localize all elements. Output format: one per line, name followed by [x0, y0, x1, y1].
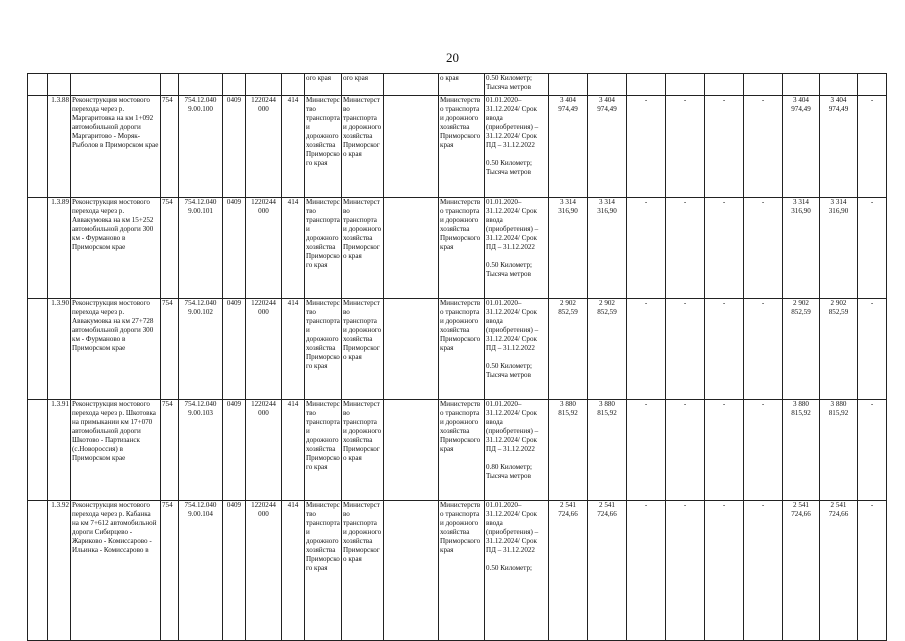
- cell-dates: 01.01.2020–31.12.2024/ Срок ввода (приобретения) – 31.12.2024/ Срок ПД – 31.12.2022 0.80 Километр; Тысяча метров: [485, 400, 549, 501]
- cell-number: 1.3.92: [48, 501, 71, 641]
- budget-table: [27, 73, 887, 641]
- cell-org1: Министерство транспорта и дорожного хозяйства Приморского края: [305, 299, 342, 400]
- cell-dash: -: [705, 198, 744, 299]
- cell-csr-code: 754.12.040 9.00.100: [179, 96, 223, 198]
- cell-org3: Министерство транспорта и дорожного хозяйства Приморского края: [439, 400, 485, 501]
- cell-org1: Министерство транспорта и дорожного хозяйства Приморского края: [305, 501, 342, 641]
- cell-empty: [28, 400, 48, 501]
- cell-org1: Министерство транспорта и дорожного хозяйства Приморского края: [305, 96, 342, 198]
- cell-empty: [627, 74, 666, 96]
- cell-sum1: 3 880 815,92: [549, 400, 588, 501]
- cell-empty: [384, 299, 439, 400]
- cell-vr-code: 414: [282, 501, 305, 641]
- cell-dates: 01.01.2020–31.12.2024/ Срок ввода (приобретения) – 31.12.2024/ Срок ПД – 31.12.2022 0.50 Километр;: [485, 501, 549, 641]
- cell-dash: -: [666, 501, 705, 641]
- cell-csr-code: 754.12.040 9.00.101: [179, 198, 223, 299]
- cell-empty: [384, 74, 439, 96]
- cell-csr-code: 754.12.040 9.00.104: [179, 501, 223, 641]
- cell-object-name: Реконструкция мостового перехода через р. Шкотовка на примыкании км 17+070 автомобильной дороги Шкотово - Партизанск (с.Новороссия) в Приморском крае: [71, 400, 161, 501]
- cell-number: 1.3.90: [48, 299, 71, 400]
- cell-empty: [28, 501, 48, 641]
- cell-vr-code: 414: [282, 400, 305, 501]
- cell-gr-code: 754: [161, 400, 179, 501]
- cell-empty: [28, 96, 48, 198]
- cell-empty: [783, 74, 820, 96]
- cell-dash: -: [744, 96, 783, 198]
- cell-dash: -: [744, 400, 783, 501]
- table-row: [28, 96, 887, 198]
- cell-org3: Министерство транспорта и дорожного хозяйства Приморского края: [439, 299, 485, 400]
- cell-org2: ого края: [342, 74, 384, 96]
- cell-rz-code: 0409: [223, 96, 246, 198]
- cell-sum1: 2 902 852,59: [549, 299, 588, 400]
- cell-dash: -: [744, 198, 783, 299]
- cell-sum4: 2 902 852,59: [820, 299, 858, 400]
- cell-rz-code: 0409: [223, 198, 246, 299]
- cell-sum4: 2 541 724,66: [820, 501, 858, 641]
- cell-dash: -: [666, 400, 705, 501]
- cell-object-name: Реконструкция мостового перехода через р. Кабанка на км 7+612 автомобильной дороги Сибирцево - Жариково - Комиссарово - Ильинка - Комиссарово в: [71, 501, 161, 641]
- cell-dates: 01.01.2020–31.12.2024/ Срок ввода (приобретения) – 31.12.2024/ Срок ПД – 31.12.2022 0.50 Километр; Тысяча метров: [485, 299, 549, 400]
- cell-org2: Министерство транспорта и дорожного хозяйства Приморского края: [342, 501, 384, 641]
- cell-object-name: Реконструкция мостового перехода через р. Аввакумовка на км 27+728 автомобильной дороги 300 км - Фурманово в Приморском крае: [71, 299, 161, 400]
- cell-org2: Министерство транспорта и дорожного хозяйства Приморского края: [342, 198, 384, 299]
- cell-empty: [28, 299, 48, 400]
- table-row: [28, 400, 887, 501]
- cell-rz-code: 0409: [223, 501, 246, 641]
- cell-empty: [384, 501, 439, 641]
- cell-dash: -: [705, 400, 744, 501]
- cell-dash: -: [744, 299, 783, 400]
- cell-sum1: 2 541 724,66: [549, 501, 588, 641]
- cell-sum4: 3 404 974,49: [820, 96, 858, 198]
- cell-dash: -: [627, 400, 666, 501]
- cell-rz-code: 0409: [223, 400, 246, 501]
- cell-dash: -: [627, 198, 666, 299]
- table-row: [28, 198, 887, 299]
- cell-dash: -: [858, 299, 887, 400]
- cell-kcsr-code: 1220244 000: [246, 400, 282, 501]
- cell-dash: -: [627, 96, 666, 198]
- cell-kcsr-code: 1220244 000: [246, 299, 282, 400]
- cell-org2: Министерство транспорта и дорожного хозяйства Приморского края: [342, 96, 384, 198]
- cell-sum3: 3 880 815,92: [783, 400, 820, 501]
- cell-vr-code: 414: [282, 96, 305, 198]
- cell-dash: -: [744, 501, 783, 641]
- cell-csr-code: 754.12.040 9.00.102: [179, 299, 223, 400]
- cell-number: 1.3.88: [48, 96, 71, 198]
- cell-sum2: 3 880 815,92: [588, 400, 627, 501]
- cell-dates: 01.01.2020–31.12.2024/ Срок ввода (приобретения) – 31.12.2024/ Срок ПД – 31.12.2022 0.50 Километр; Тысяча метров: [485, 198, 549, 299]
- cell-dash: -: [858, 96, 887, 198]
- cell-gr-code: 754: [161, 299, 179, 400]
- cell-sum3: 3 314 316,90: [783, 198, 820, 299]
- cell-dash: -: [705, 299, 744, 400]
- cell-sum2: 3 314 316,90: [588, 198, 627, 299]
- cell-kcsr-code: 1220244 000: [246, 198, 282, 299]
- cell-object-name: Реконструкция мостового перехода через р. Маргаритовка на км 1+092 автомобильной дороги Маргаритово - Моряк-Рыболов в Приморском крае: [71, 96, 161, 198]
- cell-empty: [820, 74, 858, 96]
- cell-org1: Министерство транспорта и дорожного хозяйства Приморского края: [305, 198, 342, 299]
- cell-kcsr-code: 1220244 000: [246, 96, 282, 198]
- cell-dash: -: [858, 501, 887, 641]
- cell-gr-code: 754: [161, 198, 179, 299]
- cell-empty: [666, 74, 705, 96]
- cell-empty: [246, 74, 282, 96]
- cell-dates: 01.01.2020–31.12.2024/ Срок ввода (приобретения) – 31.12.2024/ Срок ПД – 31.12.2022 0.50 Километр; Тысяча метров: [485, 96, 549, 198]
- cell-dash: -: [858, 198, 887, 299]
- cell-empty: [588, 74, 627, 96]
- cell-dates: 0.50 Километр; Тысяча метров: [485, 74, 549, 96]
- cell-number: 1.3.91: [48, 400, 71, 501]
- cell-dash: -: [666, 299, 705, 400]
- cell-vr-code: 414: [282, 299, 305, 400]
- cell-dash: -: [627, 501, 666, 641]
- cell-csr-code: 754.12.040 9.00.103: [179, 400, 223, 501]
- table-row: [28, 299, 887, 400]
- cell-org3: Министерство транспорта и дорожного хозяйства Приморского края: [439, 198, 485, 299]
- cell-vr-code: 414: [282, 198, 305, 299]
- cell-sum2: 2 541 724,66: [588, 501, 627, 641]
- cell-sum3: 2 902 852,59: [783, 299, 820, 400]
- cell-kcsr-code: 1220244 000: [246, 501, 282, 641]
- page-number: 20: [446, 50, 459, 65]
- cell-org2: Министерство транспорта и дорожного хозяйства Приморского края: [342, 299, 384, 400]
- cell-empty: [384, 400, 439, 501]
- cell-empty: [71, 74, 161, 96]
- cell-empty: [384, 96, 439, 198]
- cell-dash: -: [666, 96, 705, 198]
- cell-dash: -: [666, 198, 705, 299]
- cell-sum1: 3 314 316,90: [549, 198, 588, 299]
- cell-empty: [282, 74, 305, 96]
- cell-org2: Министерство транспорта и дорожного хозяйства Приморского края: [342, 400, 384, 501]
- cell-dash: -: [627, 299, 666, 400]
- cell-empty: [161, 74, 179, 96]
- cell-sum3: 2 541 724,66: [783, 501, 820, 641]
- cell-empty: [28, 74, 48, 96]
- cell-org1: ого края: [305, 74, 342, 96]
- cell-sum4: 3 314 316,90: [820, 198, 858, 299]
- cell-sum3: 3 404 974,49: [783, 96, 820, 198]
- cell-empty: [858, 74, 887, 96]
- cell-empty: [179, 74, 223, 96]
- cell-sum4: 3 880 815,92: [820, 400, 858, 501]
- cell-empty: [549, 74, 588, 96]
- cell-dash: -: [858, 400, 887, 501]
- cell-gr-code: 754: [161, 96, 179, 198]
- cell-sum2: 3 404 974,49: [588, 96, 627, 198]
- cell-sum2: 2 902 852,59: [588, 299, 627, 400]
- table-row-continued: [28, 74, 887, 96]
- cell-empty: [48, 74, 71, 96]
- cell-rz-code: 0409: [223, 299, 246, 400]
- cell-empty: [28, 198, 48, 299]
- cell-empty: [744, 74, 783, 96]
- cell-empty: [223, 74, 246, 96]
- cell-gr-code: 754: [161, 501, 179, 641]
- cell-dash: -: [705, 501, 744, 641]
- table-row: [28, 501, 887, 641]
- cell-dash: -: [705, 96, 744, 198]
- cell-empty: [705, 74, 744, 96]
- cell-org3: Министерство транспорта и дорожного хозяйства Приморского края: [439, 96, 485, 198]
- cell-org1: Министерство транспорта и дорожного хозяйства Приморского края: [305, 400, 342, 501]
- cell-empty: [384, 198, 439, 299]
- cell-org3: Министерство транспорта и дорожного хозяйства Приморского края: [439, 501, 485, 641]
- cell-org3: о края: [439, 74, 485, 96]
- cell-sum1: 3 404 974,49: [549, 96, 588, 198]
- cell-object-name: Реконструкция мостового перехода через р. Аввакумовка на км 15+252 автомобильной дороги 300 км - Фурманово в Приморском крае: [71, 198, 161, 299]
- cell-number: 1.3.89: [48, 198, 71, 299]
